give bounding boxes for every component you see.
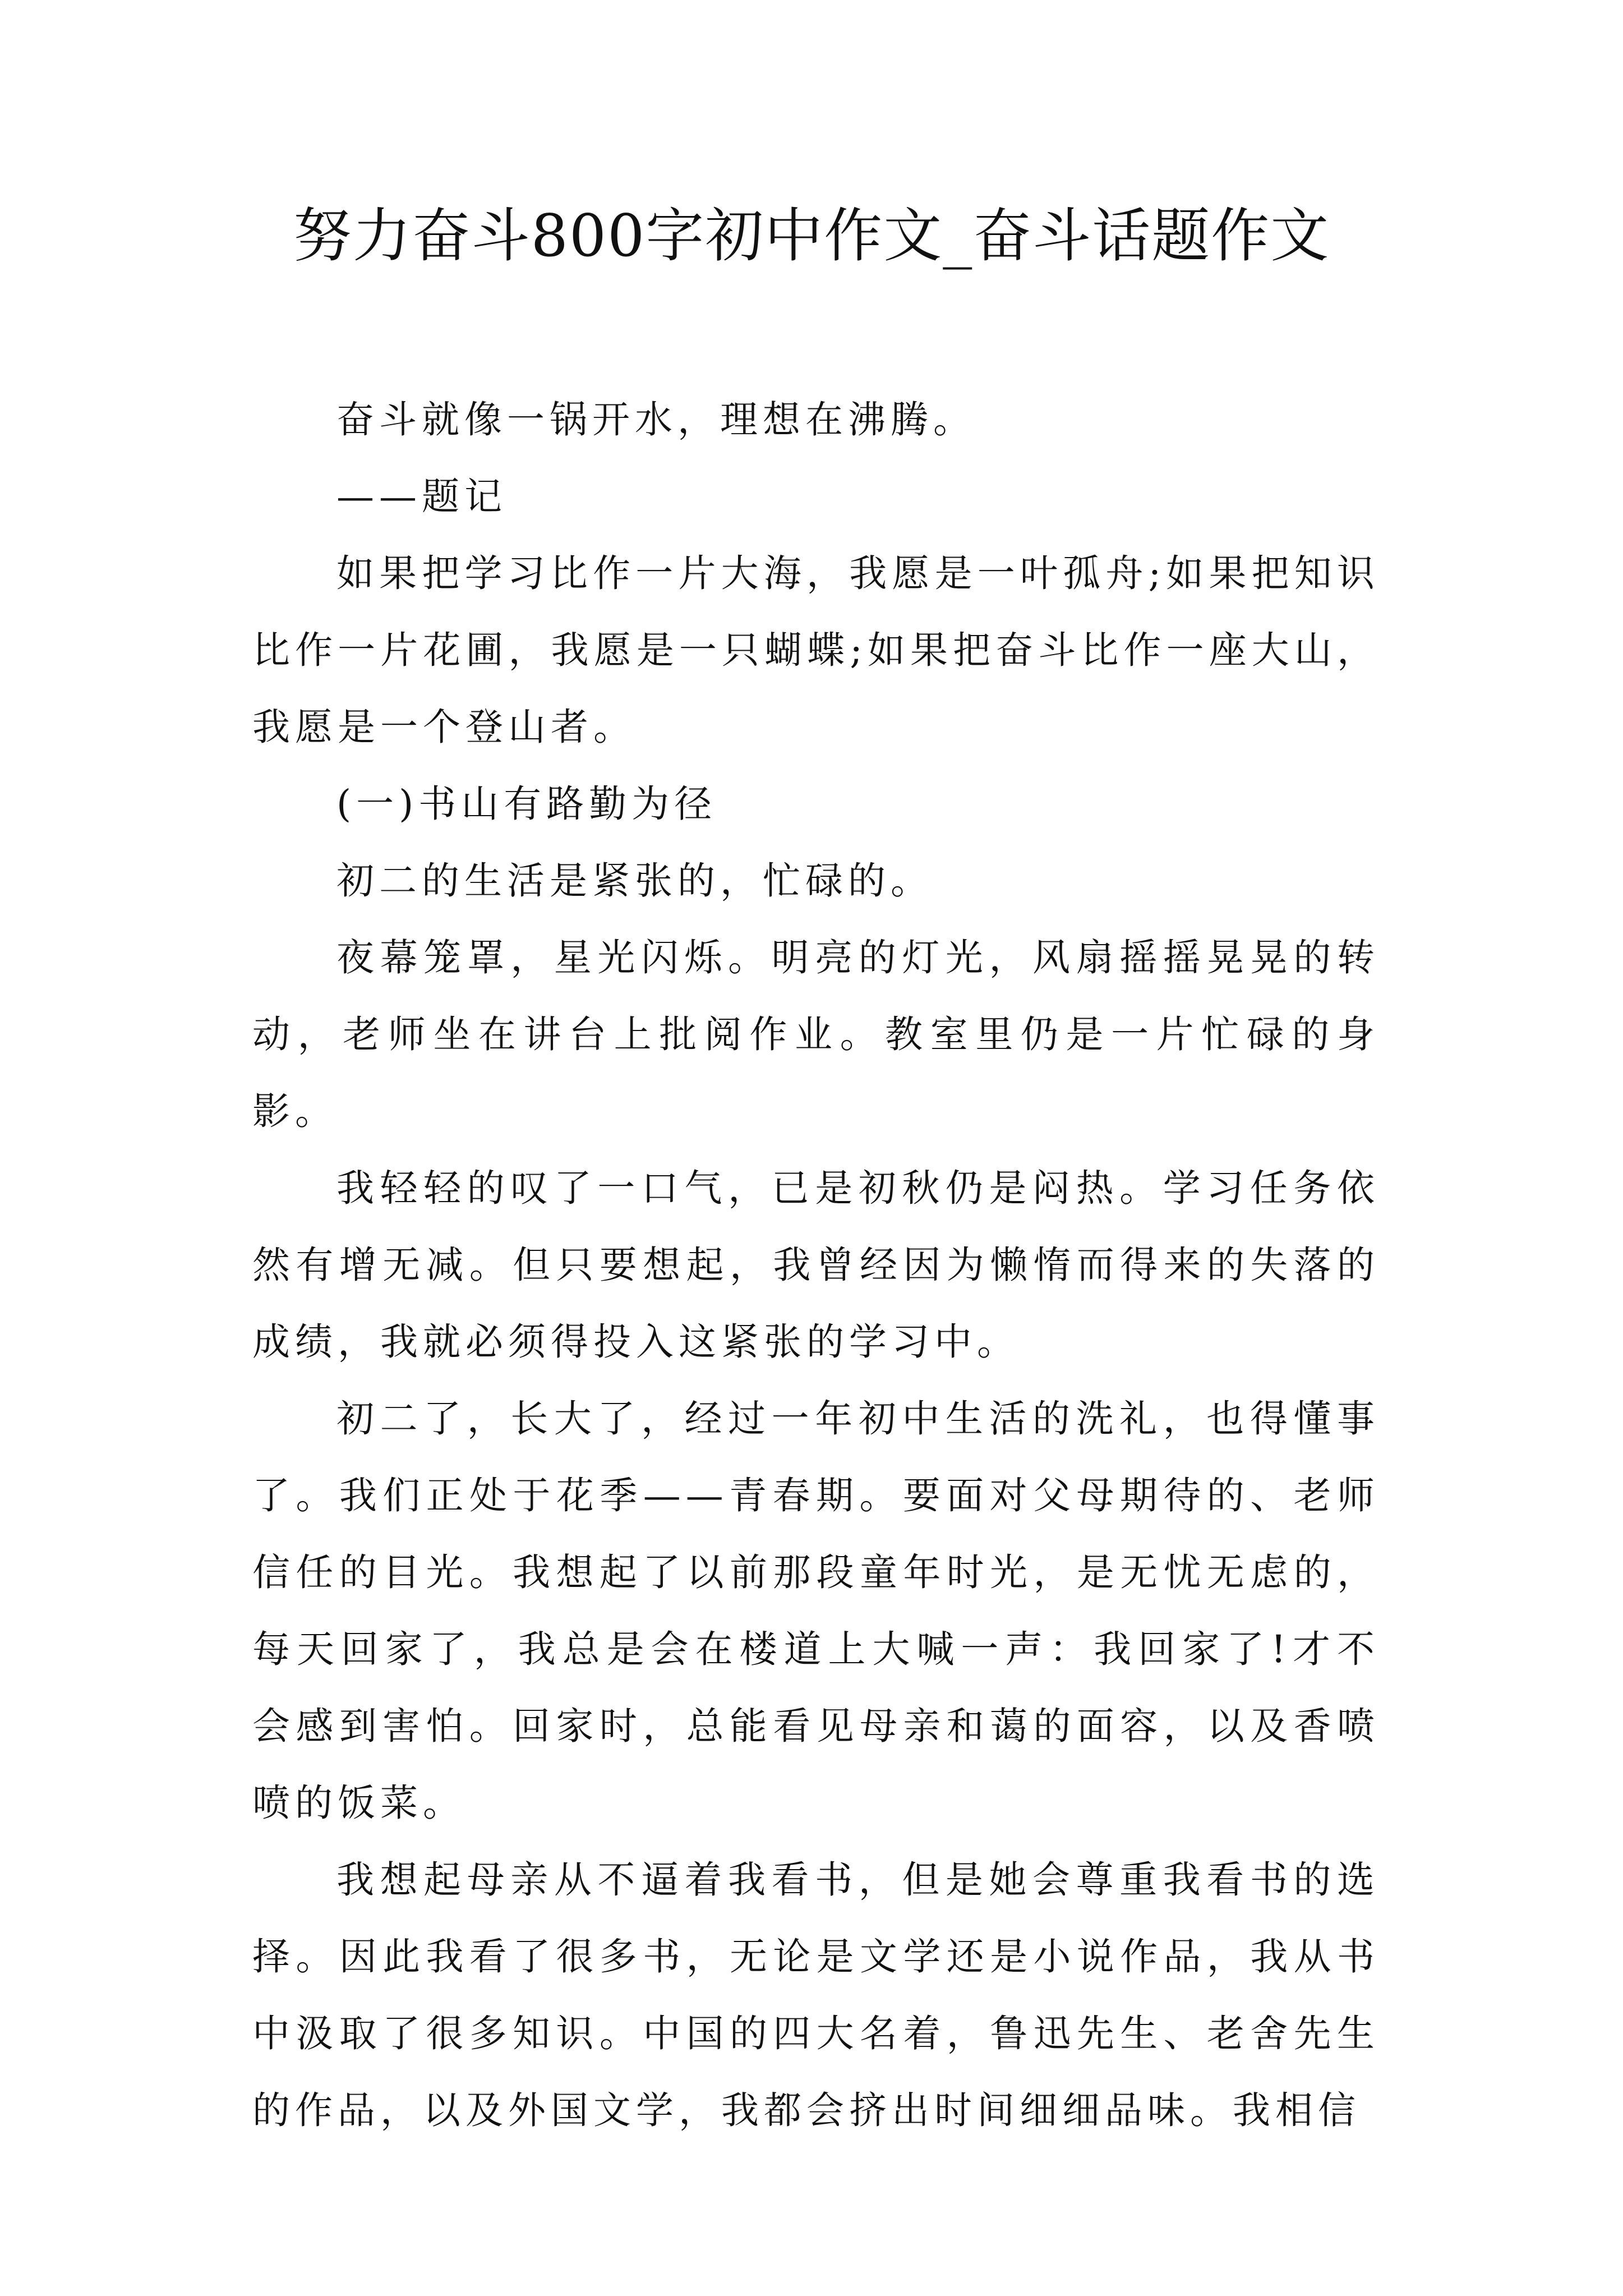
paragraph-epigraph: 奋斗就像一锅开水，理想在沸腾。 <box>336 398 976 441</box>
document-body <box>252 381 1380 2149</box>
document-title: 努力奋斗800字初中作文_奋斗话题作文 <box>293 201 1330 270</box>
paragraph-epigraph-source: ——题记 <box>336 475 507 518</box>
paragraph: 我想起母亲从不逼着我看书，但是她会尊重我看书的选择。因此我看了很多书，无论是文学还是小说作品，我从书中汲取了很多知识。中国的四大名着，鲁迅先生、老舍先生的作品，以及外国文学，我都会挤出时间细细品味。我相信 <box>252 1858 1380 2132</box>
paragraph: 如果把学习比作一片大海，我愿是一叶孤舟;如果把知识比作一片花圃，我愿是一只蝴蝶;如果把奋斗比作一座大山，我愿是一个登山者。 <box>252 551 1380 749</box>
paragraph: 初二了，长大了，经过一年初中生活的洗礼，也得懂事了。我们正处于花季——青春期。要面对父母期待的、老师信任的目光。我想起了以前那段童年时光，是无忧无虑的，每天回家了，我总是会在楼道上大喊一声：我回家了!才不会感到害怕。回家时，总能看见母亲和蔼的面容，以及香喷喷的饭菜。 <box>252 1397 1380 1825</box>
paragraph: 夜幕笼罩，星光闪烁。明亮的灯光，风扇摇摇晃晃的转动，老师坐在讲台上批阅作业。教室里仍是一片忙碌的身影。 <box>252 936 1380 1133</box>
section-heading: (一)书山有路勤为径 <box>336 782 717 826</box>
paragraph: 我轻轻的叹了一口气，已是初秋仍是闷热。学习任务依然有增无减。但只要想起，我曾经因为懒惰而得来的失落的成绩，我就必须得投入这紧张的学习中。 <box>252 1166 1380 1364</box>
paragraph: 初二的生活是紧张的，忙碌的。 <box>336 859 933 903</box>
